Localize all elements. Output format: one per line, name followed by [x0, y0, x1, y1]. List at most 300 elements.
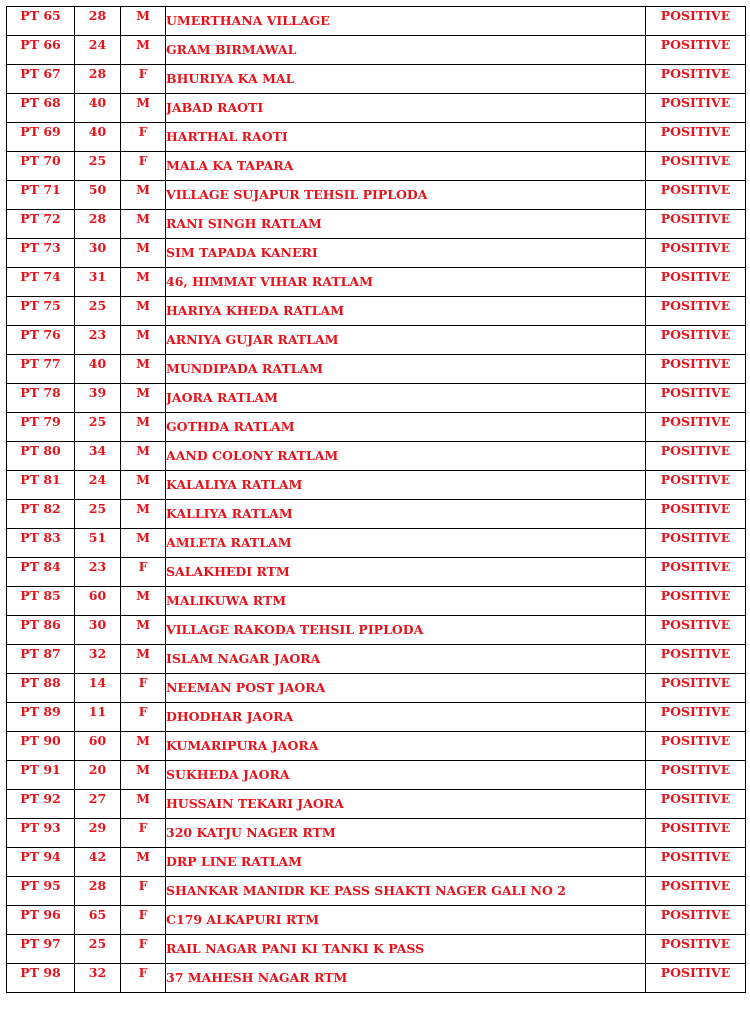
age-cell: [75, 152, 121, 181]
age-cell-text: 28: [88, 8, 107, 23]
address-cell-text: KUMARIPURA JAORA: [166, 738, 319, 753]
age-cell-text: 28: [88, 66, 107, 81]
age-cell: [75, 819, 121, 848]
result-cell-text: POSITIVE: [660, 849, 731, 864]
patient-id-cell-text: PT 74: [20, 269, 61, 284]
age-cell: [75, 36, 121, 65]
age-cell-text: 25: [88, 501, 107, 516]
address-cell-text: UMERTHANA VILLAGE: [166, 13, 330, 28]
sex-cell: [121, 616, 166, 645]
patient-id-cell-text: PT 65: [20, 8, 61, 23]
address-cell: [166, 239, 646, 268]
address-cell: [166, 152, 646, 181]
age-cell: [75, 935, 121, 964]
age-cell-text: 40: [88, 95, 107, 110]
age-cell: [75, 210, 121, 239]
table-row: [7, 558, 746, 587]
address-cell: [166, 558, 646, 587]
result-cell-text: POSITIVE: [660, 936, 731, 951]
address-cell: [166, 181, 646, 210]
patient-id-cell-text: PT 71: [20, 182, 61, 197]
address-cell: [166, 326, 646, 355]
address-cell: [166, 964, 646, 993]
address-cell-text: SUKHEDA JAORA: [166, 767, 290, 782]
result-cell: [646, 413, 746, 442]
sex-cell: [121, 877, 166, 906]
patient-id-cell-text: PT 81: [20, 472, 61, 487]
age-cell: [75, 674, 121, 703]
sex-cell-text: F: [138, 66, 148, 81]
age-cell: [75, 65, 121, 94]
patient-id-cell: [7, 471, 75, 500]
sex-cell: [121, 558, 166, 587]
result-cell-text: POSITIVE: [660, 472, 731, 487]
result-cell-text: POSITIVE: [660, 8, 731, 23]
patient-id-cell: [7, 674, 75, 703]
sex-cell: [121, 848, 166, 877]
sex-cell: [121, 674, 166, 703]
sex-cell-text: M: [136, 849, 150, 864]
sex-cell-text: M: [136, 95, 150, 110]
sex-cell-text: M: [136, 791, 150, 806]
address-cell: [166, 442, 646, 471]
age-cell: [75, 964, 121, 993]
table-row: [7, 239, 746, 268]
address-cell-text: SALAKHEDI RTM: [166, 564, 290, 579]
age-cell-text: 51: [88, 530, 107, 545]
result-cell-text: POSITIVE: [660, 965, 731, 980]
sex-cell: [121, 442, 166, 471]
result-cell: [646, 674, 746, 703]
age-cell: [75, 732, 121, 761]
sex-cell-text: M: [136, 617, 150, 632]
age-cell: [75, 413, 121, 442]
address-cell: [166, 703, 646, 732]
result-cell: [646, 587, 746, 616]
result-cell: [646, 65, 746, 94]
table-row: [7, 36, 746, 65]
result-cell: [646, 732, 746, 761]
address-cell: [166, 413, 646, 442]
age-cell-text: 20: [88, 762, 107, 777]
age-cell-text: 25: [88, 153, 107, 168]
result-cell: [646, 819, 746, 848]
age-cell: [75, 181, 121, 210]
sex-cell: [121, 7, 166, 36]
sex-cell: [121, 65, 166, 94]
age-cell-text: 65: [88, 907, 107, 922]
table-row: [7, 326, 746, 355]
patient-id-cell: [7, 65, 75, 94]
patient-id-cell-text: PT 88: [20, 675, 61, 690]
address-cell-text: AAND COLONY RATLAM: [166, 448, 339, 463]
age-cell: [75, 326, 121, 355]
age-cell: [75, 297, 121, 326]
age-cell: [75, 906, 121, 935]
table-row: [7, 587, 746, 616]
address-cell-text: AMLETA RATLAM: [166, 535, 292, 550]
sex-cell: [121, 471, 166, 500]
table-row: [7, 152, 746, 181]
patient-id-cell: [7, 616, 75, 645]
result-cell: [646, 616, 746, 645]
patient-id-cell: [7, 964, 75, 993]
address-cell-text: JAORA RATLAM: [166, 390, 278, 405]
age-cell-text: 28: [88, 211, 107, 226]
sex-cell: [121, 297, 166, 326]
sex-cell-text: F: [138, 907, 148, 922]
table-row: [7, 384, 746, 413]
age-cell: [75, 848, 121, 877]
sex-cell-text: F: [138, 675, 148, 690]
address-cell-text: ARNIYA GUJAR RATLAM: [166, 332, 339, 347]
table-row: [7, 65, 746, 94]
result-cell-text: POSITIVE: [660, 907, 731, 922]
patient-id-cell: [7, 761, 75, 790]
sex-cell: [121, 239, 166, 268]
address-cell: [166, 790, 646, 819]
result-cell: [646, 384, 746, 413]
patient-id-cell: [7, 384, 75, 413]
patient-id-cell-text: PT 68: [20, 95, 61, 110]
patient-id-cell-text: PT 70: [20, 153, 61, 168]
result-cell: [646, 935, 746, 964]
address-cell-text: 46, HIMMAT VIHAR RATLAM: [166, 274, 373, 289]
sex-cell-text: M: [136, 501, 150, 516]
age-cell-text: 25: [88, 936, 107, 951]
address-cell-text: 37 MAHESH NAGAR RTM: [166, 970, 348, 985]
age-cell-text: 11: [88, 704, 107, 719]
age-cell: [75, 442, 121, 471]
patient-id-cell-text: PT 77: [20, 356, 61, 371]
address-cell: [166, 645, 646, 674]
address-cell-text: MALIKUWA RTM: [166, 593, 287, 608]
sex-cell-text: M: [136, 356, 150, 371]
result-cell-text: POSITIVE: [660, 588, 731, 603]
sex-cell: [121, 906, 166, 935]
address-cell: [166, 761, 646, 790]
patient-id-cell-text: PT 92: [20, 791, 61, 806]
age-cell-text: 31: [88, 269, 107, 284]
patient-id-cell-text: PT 96: [20, 907, 61, 922]
result-cell-text: POSITIVE: [660, 675, 731, 690]
age-cell-text: 60: [88, 733, 107, 748]
result-cell: [646, 558, 746, 587]
patient-id-cell: [7, 442, 75, 471]
patient-id-cell: [7, 790, 75, 819]
table-row: [7, 413, 746, 442]
sex-cell: [121, 36, 166, 65]
patient-id-cell-text: PT 87: [20, 646, 61, 661]
address-cell: [166, 587, 646, 616]
sex-cell: [121, 964, 166, 993]
patient-table: [6, 6, 746, 993]
patient-id-cell-text: PT 72: [20, 211, 61, 226]
patient-id-cell-text: PT 86: [20, 617, 61, 632]
result-cell-text: POSITIVE: [660, 95, 731, 110]
age-cell: [75, 471, 121, 500]
table-row: [7, 935, 746, 964]
address-cell: [166, 529, 646, 558]
table-row: [7, 848, 746, 877]
sex-cell-text: M: [136, 588, 150, 603]
result-cell: [646, 529, 746, 558]
result-cell-text: POSITIVE: [660, 646, 731, 661]
address-cell: [166, 674, 646, 703]
address-cell: [166, 268, 646, 297]
age-cell-text: 29: [88, 820, 107, 835]
sex-cell-text: F: [138, 965, 148, 980]
result-cell: [646, 848, 746, 877]
table-row: [7, 674, 746, 703]
table-row: [7, 500, 746, 529]
table-row: [7, 645, 746, 674]
sex-cell: [121, 94, 166, 123]
patient-id-cell-text: PT 82: [20, 501, 61, 516]
result-cell: [646, 36, 746, 65]
age-cell: [75, 645, 121, 674]
address-cell-text: GOTHDA RATLAM: [166, 419, 295, 434]
age-cell-text: 27: [88, 791, 107, 806]
sex-cell-text: M: [136, 37, 150, 52]
sex-cell-text: F: [138, 936, 148, 951]
result-cell: [646, 326, 746, 355]
result-cell-text: POSITIVE: [660, 501, 731, 516]
address-cell: [166, 616, 646, 645]
sex-cell-text: M: [136, 530, 150, 545]
sex-cell: [121, 326, 166, 355]
result-cell: [646, 297, 746, 326]
patient-id-cell: [7, 123, 75, 152]
table-row: [7, 268, 746, 297]
patient-id-cell: [7, 94, 75, 123]
result-cell-text: POSITIVE: [660, 443, 731, 458]
result-cell: [646, 123, 746, 152]
table-row: [7, 297, 746, 326]
result-cell-text: POSITIVE: [660, 762, 731, 777]
patient-id-cell-text: PT 93: [20, 820, 61, 835]
address-cell: [166, 732, 646, 761]
patient-id-cell-text: PT 78: [20, 385, 61, 400]
result-cell: [646, 94, 746, 123]
sex-cell-text: M: [136, 443, 150, 458]
result-cell: [646, 877, 746, 906]
age-cell: [75, 703, 121, 732]
address-cell-text: SIM TAPADA KANERI: [166, 245, 318, 260]
sex-cell-text: M: [136, 211, 150, 226]
sex-cell-text: F: [138, 124, 148, 139]
address-cell-text: ISLAM NAGAR JAORA: [166, 651, 321, 666]
sex-cell-text: M: [136, 327, 150, 342]
sex-cell-text: M: [136, 762, 150, 777]
patient-id-cell: [7, 732, 75, 761]
result-cell: [646, 790, 746, 819]
table-row: [7, 210, 746, 239]
sex-cell-text: M: [136, 472, 150, 487]
address-cell-text: HUSSAIN TEKARI JAORA: [166, 796, 344, 811]
sex-cell: [121, 123, 166, 152]
result-cell-text: POSITIVE: [660, 298, 731, 313]
patient-id-cell-text: PT 83: [20, 530, 61, 545]
result-cell-text: POSITIVE: [660, 327, 731, 342]
address-cell-text: MALA KA TAPARA: [166, 158, 294, 173]
address-cell-text: KALALIYA RATLAM: [166, 477, 303, 492]
result-cell: [646, 471, 746, 500]
result-cell: [646, 442, 746, 471]
result-cell-text: POSITIVE: [660, 820, 731, 835]
address-cell-text: NEEMAN POST JAORA: [166, 680, 326, 695]
patient-id-cell-text: PT 75: [20, 298, 61, 313]
result-cell-text: POSITIVE: [660, 791, 731, 806]
address-cell-text: VILLAGE SUJAPUR TEHSIL PIPLODA: [166, 187, 428, 202]
address-cell: [166, 355, 646, 384]
sex-cell: [121, 703, 166, 732]
age-cell: [75, 616, 121, 645]
patient-id-cell: [7, 935, 75, 964]
address-cell-text: GRAM BIRMAWAL: [166, 42, 297, 57]
age-cell: [75, 500, 121, 529]
patient-id-cell-text: PT 80: [20, 443, 61, 458]
patient-id-cell: [7, 645, 75, 674]
age-cell: [75, 268, 121, 297]
age-cell-text: 30: [88, 617, 107, 632]
age-cell-text: 50: [88, 182, 107, 197]
patient-id-cell: [7, 819, 75, 848]
result-cell: [646, 761, 746, 790]
table-row: [7, 529, 746, 558]
sex-cell: [121, 819, 166, 848]
patient-id-cell: [7, 703, 75, 732]
sex-cell-text: F: [138, 153, 148, 168]
patient-id-cell-text: PT 73: [20, 240, 61, 255]
result-cell-text: POSITIVE: [660, 240, 731, 255]
address-cell-text: RAIL NAGAR PANI KI TANKI K PASS: [166, 941, 425, 956]
age-cell-text: 25: [88, 414, 107, 429]
address-cell: [166, 471, 646, 500]
result-cell-text: POSITIVE: [660, 211, 731, 226]
result-cell: [646, 703, 746, 732]
patient-id-cell-text: PT 67: [20, 66, 61, 81]
address-cell-text: HARTHAL RAOTI: [166, 129, 288, 144]
result-cell-text: POSITIVE: [660, 617, 731, 632]
patient-id-cell: [7, 239, 75, 268]
result-cell: [646, 906, 746, 935]
result-cell: [646, 181, 746, 210]
table-row: [7, 761, 746, 790]
sex-cell-text: M: [136, 269, 150, 284]
age-cell: [75, 558, 121, 587]
address-cell: [166, 36, 646, 65]
result-cell: [646, 355, 746, 384]
table-row: [7, 819, 746, 848]
result-cell-text: POSITIVE: [660, 356, 731, 371]
age-cell-text: 60: [88, 588, 107, 603]
result-cell-text: POSITIVE: [660, 124, 731, 139]
table-row: [7, 471, 746, 500]
result-cell: [646, 7, 746, 36]
table-row: [7, 906, 746, 935]
patient-id-cell: [7, 181, 75, 210]
result-cell-text: POSITIVE: [660, 530, 731, 545]
age-cell-text: 40: [88, 356, 107, 371]
age-cell: [75, 123, 121, 152]
patient-id-cell: [7, 848, 75, 877]
result-cell: [646, 645, 746, 674]
age-cell-text: 42: [88, 849, 107, 864]
address-cell: [166, 935, 646, 964]
patient-id-cell: [7, 152, 75, 181]
result-cell-text: POSITIVE: [660, 182, 731, 197]
sex-cell-text: M: [136, 182, 150, 197]
result-cell-text: POSITIVE: [660, 878, 731, 893]
age-cell-text: 24: [88, 37, 107, 52]
result-cell: [646, 152, 746, 181]
patient-id-cell-text: PT 84: [20, 559, 61, 574]
age-cell: [75, 94, 121, 123]
address-cell: [166, 210, 646, 239]
address-cell: [166, 848, 646, 877]
sex-cell: [121, 790, 166, 819]
patient-id-cell: [7, 877, 75, 906]
sex-cell: [121, 152, 166, 181]
table-row: [7, 964, 746, 993]
patient-id-cell: [7, 906, 75, 935]
sex-cell: [121, 500, 166, 529]
age-cell: [75, 761, 121, 790]
patient-id-cell-text: PT 95: [20, 878, 61, 893]
age-cell-text: 23: [88, 327, 107, 342]
age-cell-text: 39: [88, 385, 107, 400]
patient-id-cell: [7, 529, 75, 558]
sex-cell-text: M: [136, 733, 150, 748]
table-row: [7, 355, 746, 384]
table-row: [7, 7, 746, 36]
patient-id-cell: [7, 500, 75, 529]
sex-cell-text: M: [136, 298, 150, 313]
age-cell-text: 25: [88, 298, 107, 313]
patient-id-cell: [7, 36, 75, 65]
patient-id-cell-text: PT 94: [20, 849, 61, 864]
result-cell: [646, 210, 746, 239]
patient-id-cell: [7, 326, 75, 355]
table-row: [7, 123, 746, 152]
patient-id-cell: [7, 587, 75, 616]
sex-cell-text: M: [136, 8, 150, 23]
table-row: [7, 703, 746, 732]
result-cell-text: POSITIVE: [660, 37, 731, 52]
address-cell-text: C179 ALKAPURI RTM: [166, 912, 320, 927]
address-cell-text: DHODHAR JAORA: [166, 709, 294, 724]
sex-cell: [121, 355, 166, 384]
age-cell: [75, 384, 121, 413]
patient-id-cell: [7, 355, 75, 384]
patient-id-cell: [7, 558, 75, 587]
address-cell: [166, 906, 646, 935]
patient-id-cell-text: PT 89: [20, 704, 61, 719]
age-cell: [75, 877, 121, 906]
patient-id-cell-text: PT 79: [20, 414, 61, 429]
age-cell-text: 28: [88, 878, 107, 893]
patient-id-cell-text: PT 90: [20, 733, 61, 748]
address-cell: [166, 500, 646, 529]
sex-cell-text: M: [136, 414, 150, 429]
sex-cell-text: F: [138, 878, 148, 893]
address-cell-text: MUNDIPADA RATLAM: [166, 361, 323, 376]
result-cell-text: POSITIVE: [660, 704, 731, 719]
address-cell-text: 320 KATJU NAGER RTM: [166, 825, 336, 840]
patient-id-cell: [7, 297, 75, 326]
address-cell-text: HARIYA KHEDA RATLAM: [166, 303, 345, 318]
